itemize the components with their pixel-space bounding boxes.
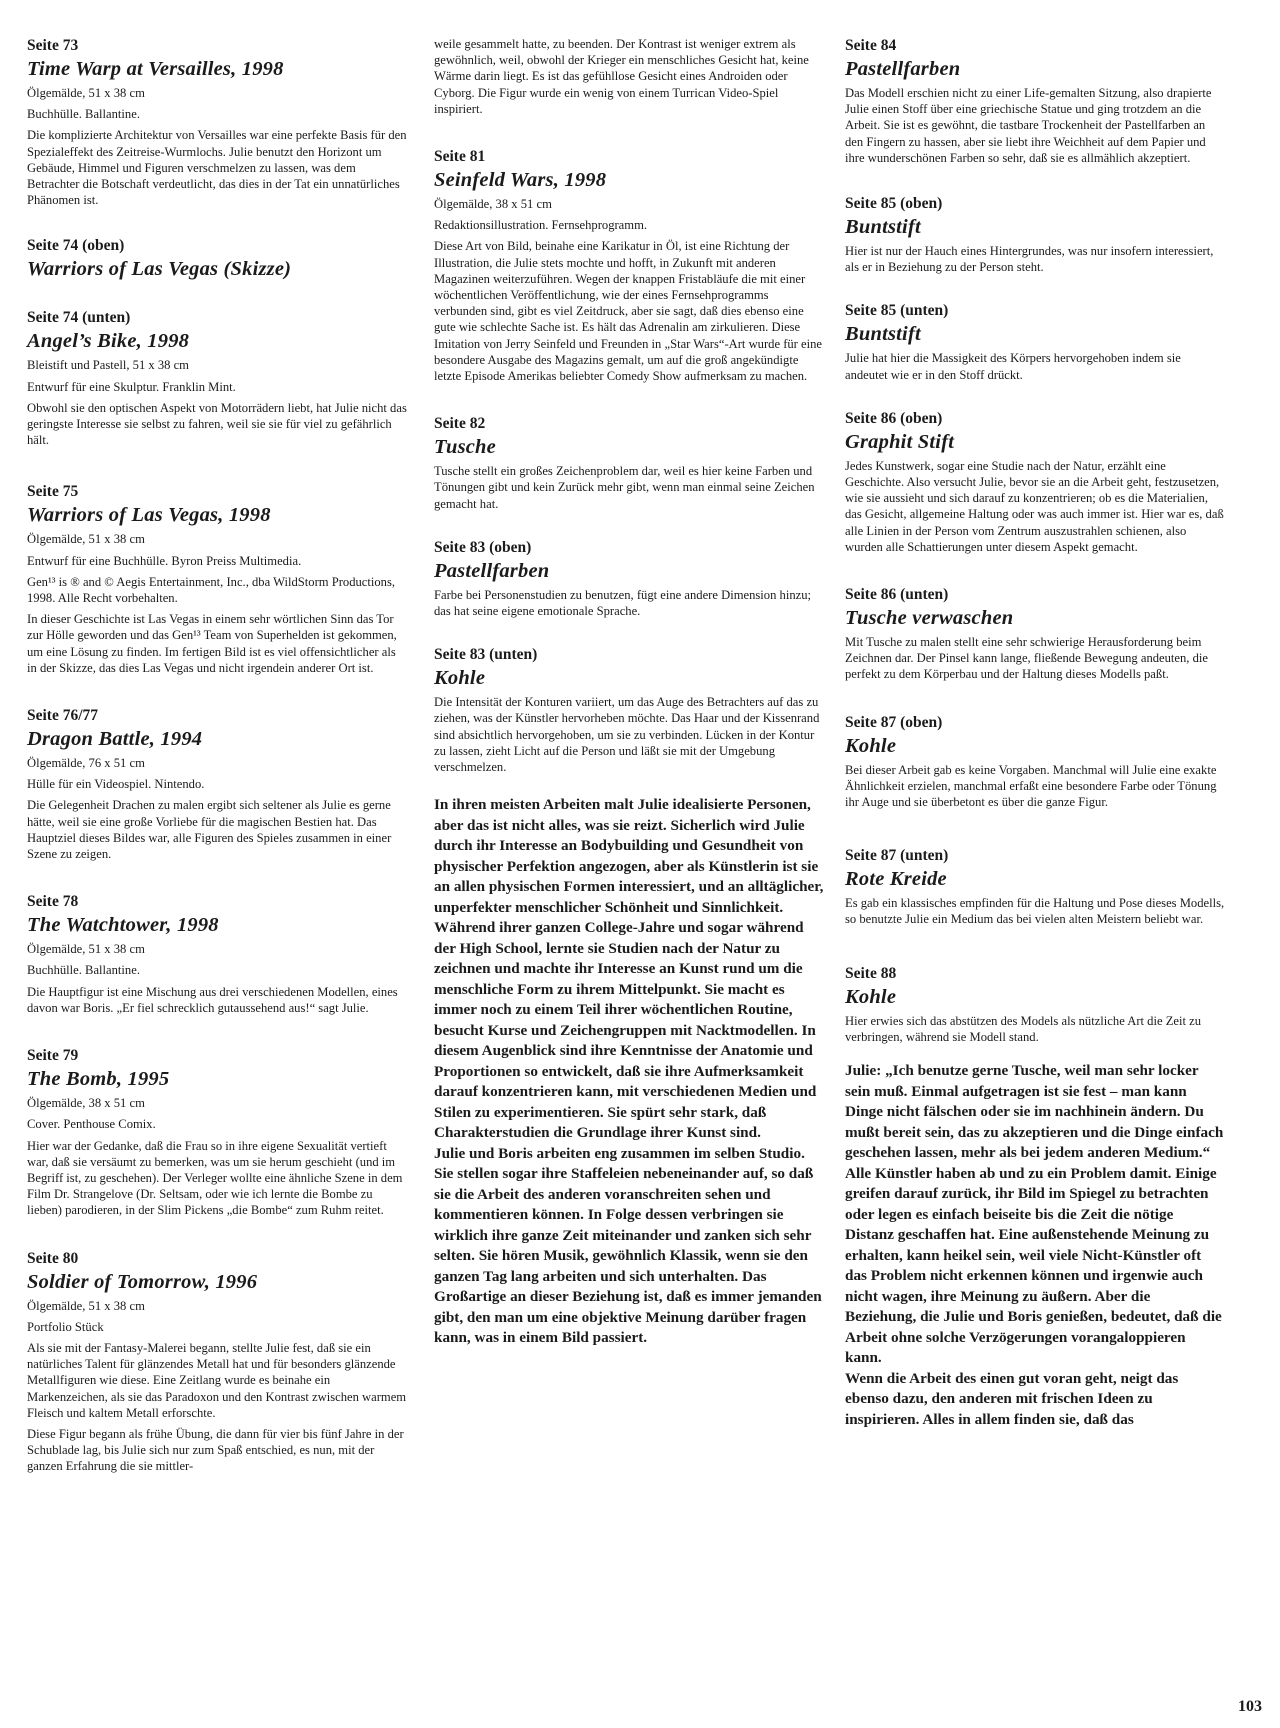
caption-entry bbox=[27, 482, 407, 676]
page-reference: Seite 84 bbox=[845, 37, 897, 54]
caption-paragraph: Es gab ein klassisches empfinden für die Haltung und Pose dieses Modells, so benutzte Julie ein Medium das bei vielen alten Meistern beliebt war. bbox=[845, 896, 1225, 927]
artwork-title: Tusche bbox=[434, 436, 496, 459]
caption-entry bbox=[434, 414, 824, 512]
page-reference: Seite 83 (unten) bbox=[434, 646, 538, 664]
page-reference: Seite 78 bbox=[27, 893, 79, 911]
caption-paragraph: Ölgemälde, 51 x 38 cm bbox=[27, 1298, 145, 1313]
body-paragraph: Julie und Boris arbeiten eng zusammen im selben Studio. Sie stellen sogar ihre Staffeleien nebeneinander auf, so daß sie die Arbeit des anderen voranschreiten sehen und kommentieren können. In Folge dessen verbringen sie wirklich ihre ganze Zeit miteinander und zanken sich sehr selten. Sie hören Musik, gewöhnlich Klassik, wenn sie den ganzen Tag lang arbeiten und sich unterhalten. Das Großartige an dieser Beziehung ist, daß es immer jemanden gibt, den man um eine objektive Meinung darüber fragen kann, was in einem Bild passiert. bbox=[434, 1144, 822, 1347]
caption-entry bbox=[845, 713, 1225, 811]
page-reference: Seite 75 bbox=[27, 483, 79, 501]
page-reference: Seite 88 bbox=[845, 964, 897, 982]
caption-paragraph: Ölgemälde, 51 x 38 cm bbox=[27, 86, 145, 100]
caption-entry bbox=[27, 892, 407, 1016]
page-reference: Seite 85 (unten) bbox=[845, 302, 949, 320]
artwork-title: Angel’s Bike, 1998 bbox=[27, 330, 190, 353]
caption-paragraph: Die Gelegenheit Drachen zu malen ergibt sich seltener als Julie es gerne hätte, weil sie eine große Vorliebe für die magischen Bestien hat. Das Hauptziel dieses Bildes war, alle Figuren des Spieles zusammen in einer Szene zu zeigen. bbox=[27, 798, 392, 862]
caption-paragraph: Die komplizierte Architektur von Versailles war eine perfekte Basis für den Spezialeffekt des Zeitreise-Wurmlochs. Julie benutzt den Horizont um Gebäude, Himmel und Figuren verschmelzen zu lassen, was dem Betrachter die Botschaft verdeutlicht, das dies in der Tat ein unnatürliches Phänomen ist. bbox=[27, 128, 407, 208]
caption-paragraph: Die Hauptfigur ist eine Mischung aus drei verschiedenen Modellen, eines davon war Boris. „Er fiel schrecklich gutaussehend aus!“ sagt Julie. bbox=[27, 984, 398, 1015]
body-paragraph: Julie: „Ich benutze gerne Tusche, weil man sehr locker sein muß. Einmal aufgetragen ist sie fest – man kann Dinge nicht fälschen oder sie im nachhinein ändern. Du mußt bereit sein, das zu akzeptieren und die Dinge einfach geschehen lassen, mehr als bei jedem anderen Medium.“ bbox=[845, 1062, 1224, 1162]
artwork-title: Tusche verwaschen bbox=[845, 607, 1014, 630]
caption-paragraph: Farbe bei Personenstudien zu benutzen, fügt eine andere Dimension hinzu; das hat seine eigene emotionale Sprache. bbox=[434, 587, 812, 619]
caption-paragraph: Obwohl sie den optischen Aspekt von Motorrädern liebt, hat Julie nicht das geringste Interesse sie selbst zu fahren, weil sie sie für viel zu gefährlich hält. bbox=[27, 400, 407, 448]
page-reference: Seite 82 bbox=[434, 415, 486, 433]
caption-paragraph: Tusche stellt ein großes Zeichenproblem dar, weil es hier keine Farben und Tönungen gibt und kein Zurück mehr gibt, wenn man einmal seine Zeichen gemacht hat. bbox=[434, 464, 815, 511]
body-paragraph: Wenn die Arbeit des einen gut voran geht, neigt das ebenso dazu, den anderen mit frischen Ideen zu inspirieren. Alles in allem finden sie, daß das bbox=[845, 1369, 1179, 1428]
caption-entry bbox=[27, 236, 407, 282]
artwork-title: Kohle bbox=[845, 985, 897, 1008]
caption-entry bbox=[434, 645, 824, 775]
caption-entry bbox=[27, 36, 407, 208]
caption-paragraph: Entwurf für eine Skulptur. Franklin Mint. bbox=[27, 379, 236, 394]
body-paragraph: In ihren meisten Arbeiten malt Julie idealisierte Personen, aber das ist nicht alles, was sie reizt. Sicherlich wird Julie durch ihr Interesse an Bodybuilding und Gesundheit von physischer Perfektion angezogen, aber als Künstlerin ist sie an allen physischen Formen interessiert, und an alltäglicher, unperfekter menschlicher Schönheit und Sinnlichkeit. bbox=[434, 796, 824, 916]
body-text-bold bbox=[845, 1061, 1225, 1430]
caption-paragraph: Buchhülle. Ballantine. bbox=[27, 107, 140, 122]
artwork-title: Kohle bbox=[434, 667, 486, 690]
page-reference: Seite 76/77 bbox=[27, 707, 99, 725]
page-reference: Seite 80 bbox=[27, 1249, 79, 1267]
caption-paragraph: Hier erwies sich das abstützen des Models als nützliche Art die Zeit zu verbringen, während sie Modell stand. bbox=[845, 1013, 1202, 1044]
page-reference: Seite 86 (oben) bbox=[845, 409, 943, 427]
artwork-title: Warriors of Las Vegas (Skizze) bbox=[27, 258, 292, 281]
caption-paragraph: Ölgemälde, 76 x 51 cm bbox=[27, 756, 145, 771]
caption-entry bbox=[27, 308, 407, 448]
caption-entry bbox=[845, 409, 1225, 555]
caption-paragraph: Ölgemälde, 51 x 38 cm bbox=[27, 942, 145, 957]
caption-paragraph: Hier war der Gedanke, daß die Frau so in ihre eigene Sexualität vertieft war, daß sie versäumt zu bemerken, was um sie herum geschieht (und im Begriff ist, zu geschehen). Der Verleger wollte eine ähnliche Szene in dem Film Dr. Strangelove (Dr. Seltsam, oder wie ich lernte die Bombe zu lieben) parodieren, in der Slim Pickens „die Bombe“ zum Ruhm reitet. bbox=[27, 1138, 403, 1218]
page-reference: Seite 79 bbox=[27, 1047, 79, 1065]
artwork-title: Buntstift bbox=[845, 216, 921, 239]
artwork-title: Dragon Battle, 1994 bbox=[27, 728, 203, 751]
caption-entry bbox=[845, 846, 1225, 927]
caption-paragraph: Hülle für ein Videospiel. Nintendo. bbox=[27, 777, 205, 792]
artwork-title: The Bomb, 1995 bbox=[27, 1068, 170, 1091]
caption-paragraph: Buchhülle. Ballantine. bbox=[27, 963, 140, 978]
caption-paragraph: Ölgemälde, 51 x 38 cm bbox=[27, 532, 145, 547]
caption-paragraph: Jedes Kunstwerk, sogar eine Studie nach der Natur, erzählt eine Geschichte. Also versucht Julie, bevor sie an die Arbeit geht, festzusetzen, wie sie aussieht und sich darauf zu konzentrieren; ob es die Materialien, das Gesicht, allgemeine Haltung oder was auch immer ist. Hier war es, daß alle Linien in der Person vom Zentrum auszustrahlen schienen, also wurden alle Schattierungen unter diesem Aspekt gemacht. bbox=[845, 458, 1224, 554]
artwork-title: Rote Kreide bbox=[845, 868, 947, 891]
column-middle bbox=[434, 36, 824, 1349]
caption-paragraph: Mit Tusche zu malen stellt eine sehr schwierige Herausforderung beim Zeichnen dar. Der Pinsel kann lange, fließende Bewegung andeuten, die perfekt zu dem Körperbau und der Haltung dieses Modells paßt. bbox=[845, 635, 1208, 682]
caption-paragraph: Redaktionsillustration. Fernsehprogramm. bbox=[434, 218, 648, 233]
artwork-title: Pastellfarben bbox=[845, 58, 961, 80]
page-reference: Seite 86 (unten) bbox=[845, 586, 949, 604]
caption-paragraph: Bleistift und Pastell, 51 x 38 cm bbox=[27, 358, 189, 373]
page-reference: Seite 87 (unten) bbox=[845, 847, 949, 865]
caption-paragraph: Cover. Penthouse Comix. bbox=[27, 1117, 156, 1132]
caption-paragraph: Ölgemälde, 38 x 51 cm bbox=[434, 197, 552, 212]
caption-entry bbox=[434, 147, 824, 384]
body-paragraph: Während ihrer ganzen College-Jahre und sogar während der High School, lernte sie Studien nach der Natur zu zeichnen und machte ihr Interesse an Kunst rund um die menschliche Form zu ihrem Mittelpunkt. Sie macht es immer noch zu einem Teil ihrer wöchentlichen Routine, besucht Kurse und Zeichengruppen mit Nacktmodellen. In diesem Augenblick sind ihre Kenntnisse der Anatomie und Proportionen so entwickelt, daß sie ihre Aufmerksamkeit darauf konzentrieren kann, mit verschiedenen Medien und Stilen zu experimentieren. Sie spürt sehr stark, daß Charakterstudien die Grundlage ihrer Kunst sind. bbox=[434, 919, 817, 1142]
caption-entry bbox=[845, 301, 1225, 382]
body-text-bold bbox=[434, 795, 824, 1349]
caption-entry bbox=[27, 1249, 407, 1475]
caption-paragraph: Portfolio Stück bbox=[27, 1319, 104, 1334]
caption-paragraph: Als sie mit der Fantasy-Malerei begann, stellte Julie fest, daß sie ein natürliches Talent für glänzendes Metall hat und für besonders glänzende Metallfiguren wie diese. Eine Zeitlang wurde es beinahe ein Markenzeichen, als sie das Paradoxon und den Kontrast zwischen warmem Fleisch und kaltem Metall erforschte. bbox=[27, 1340, 407, 1420]
artwork-title: Graphit Stift bbox=[845, 430, 955, 453]
page-reference: Seite 74 (unten) bbox=[27, 309, 131, 327]
caption-paragraph: Gen¹³ is ® and © Aegis Entertainment, Inc., dba WildStorm Productions, 1998. Alle Recht vorbehalten. bbox=[27, 574, 396, 606]
continued-text bbox=[434, 36, 824, 117]
caption-paragraph: Julie hat hier die Massigkeit des Körpers hervorgehoben indem sie andeutet wie er in den Stoff drückt. bbox=[845, 351, 1181, 382]
artwork-title: Pastellfarben bbox=[434, 559, 550, 582]
artwork-title: Warriors of Las Vegas, 1998 bbox=[27, 504, 271, 527]
caption-paragraph: Entwurf für eine Buchhülle. Byron Preiss Multimedia. bbox=[27, 553, 302, 568]
caption-paragraph: Diese Figur begann als frühe Übung, die dann für vier bis fünf Jahre in der Schublade lag, bis Julie sich nur zum Spaß entschied, es nun, mit der ganzen Erfahrung die sie mittler- bbox=[27, 1426, 404, 1474]
caption-paragraph: Hier ist nur der Hauch eines Hintergrundes, was nur insofern interessiert, als er in Beziehung zu der Person steht. bbox=[845, 244, 1214, 275]
artwork-title: Buntstift bbox=[845, 323, 921, 346]
artwork-title: Seinfeld Wars, 1998 bbox=[434, 169, 607, 192]
artwork-title: The Watchtower, 1998 bbox=[27, 914, 219, 937]
caption-paragraph: Die Intensität der Konturen variiert, um das Auge des Betrachters auf das zu ziehen, was der Künstler hervorheben möchte. Das Haar und der Kissenrand sind absichtlich hervorgehoben, um sie zu verbinden. Lücken in der Kontur zu lassen, zieht Licht auf die Person und läßt sie mit der Umgebung verschmelzen. bbox=[434, 695, 820, 775]
caption-paragraph: Das Modell erschien nicht zu einer Life-gemalten Sitzung, also drapierte Julie einen Stoff über eine griechische Statue und ging trotzdem an die Arbeit. Sie ist es gewöhnt, die tastbare Trockenheit der Pastellfarben an den Fingern zu hassen, aber sie liebt ihre Weichheit auf dem Papier und ihre wunderschönen Farben so sehr, daß sie es allmählich akzeptiert. bbox=[845, 86, 1212, 165]
page-reference: Seite 83 (oben) bbox=[434, 538, 532, 556]
caption-paragraph: weile gesammelt hatte, zu beenden. Der Kontrast ist weniger extrem als gewöhnlich, weil, obwohl der Krieger ein menschliches Gesicht hat, keine Wärme darin liegt. Es ist das gefühllose Gesicht eines Androiden oder Cyborg. Die Figur wurde ein wenig von einem Turrican Video-Spiel inspiriert. bbox=[434, 37, 809, 116]
column-left bbox=[27, 36, 407, 1480]
caption-paragraph: Ölgemälde, 38 x 51 cm bbox=[27, 1096, 145, 1111]
page-reference: Seite 74 (oben) bbox=[27, 237, 125, 255]
caption-entry bbox=[845, 964, 1225, 1045]
caption-paragraph: Diese Art von Bild, beinahe eine Karikatur in Öl, ist eine Richtung der Illustration, die Julie stets mochte und hofft, in Zukunft mit anderen Magazinen weiterzuführen. Wegen der knappen Fristabläufe die mit einer wöchentlichen Veröffentlichung, wie der eines Fernsehprogramms verbunden sind, gibt es viel Zeitdruck, aber sie sagt, daß dies ebenso eine gute wie schlechte Sache ist. Es hält das Adrenalin am zirkulieren. Diese Imitation von Jerry Seinfeld und Freunden in „Star Wars“-Art wurde für eine besondere Ausgabe des Magazins gemalt, um auf die groß angekündigte letzte Episode Amerikas beliebter Comedy Show aufmerksam zu machen. bbox=[434, 239, 823, 384]
artwork-title: Time Warp at Versailles, 1998 bbox=[27, 58, 284, 80]
caption-entry bbox=[845, 36, 1225, 166]
caption-entry bbox=[845, 194, 1225, 275]
page-number: 103 bbox=[1238, 1698, 1262, 1715]
caption-entry bbox=[27, 706, 407, 862]
page-reference: Seite 73 bbox=[27, 37, 79, 54]
caption-entry bbox=[845, 585, 1225, 683]
page-reference: Seite 81 bbox=[434, 148, 486, 166]
artwork-title: Soldier of Tomorrow, 1996 bbox=[27, 1270, 258, 1293]
caption-entry bbox=[434, 538, 824, 619]
artwork-title: Kohle bbox=[845, 734, 897, 757]
body-paragraph: Alle Künstler haben ab und zu ein Problem damit. Einige greifen darauf zurück, ihr Bild im Spiegel zu betrachten oder legen es einfach beiseite bis die Zeit die nötige Distanz geschaffen hat. Eine außenstehende Meinung zu erhalten, kann heikel sein, weil viele Nicht-Künstler oft das Problem nicht erkennen können und irgenwie auch nicht wagen, ihre Meinung zu äußern. Aber die Beziehung, die Julie und Boris genießen, bedeutet, daß die Arbeit ohne solche Verzögerungen vorangaloppieren kann. bbox=[845, 1164, 1222, 1367]
caption-paragraph: Bei dieser Arbeit gab es keine Vorgaben. Manchmal will Julie eine exakte Ähnlichkeit erzielen, manchmal erfaßt eine besondere Farbe oder Tönung ihr Auge und sie überbetont es über die ganze Figur. bbox=[845, 762, 1217, 810]
page-reference: Seite 87 (oben) bbox=[845, 713, 943, 731]
page-reference: Seite 85 (oben) bbox=[845, 195, 943, 213]
caption-paragraph: In dieser Geschichte ist Las Vegas in einem sehr wörtlichen Sinn das Tor zur Hölle geworden und das Gen¹³ Team von Superhelden ist gekommen, um eine Lösung zu finden. Im fertigen Bild ist es viel offensichtlicher als in der Skizze, das dies Las Vegas und nicht irgendein anderer Ort ist. bbox=[27, 612, 397, 675]
column-right bbox=[845, 36, 1225, 1430]
caption-entry bbox=[27, 1046, 407, 1218]
